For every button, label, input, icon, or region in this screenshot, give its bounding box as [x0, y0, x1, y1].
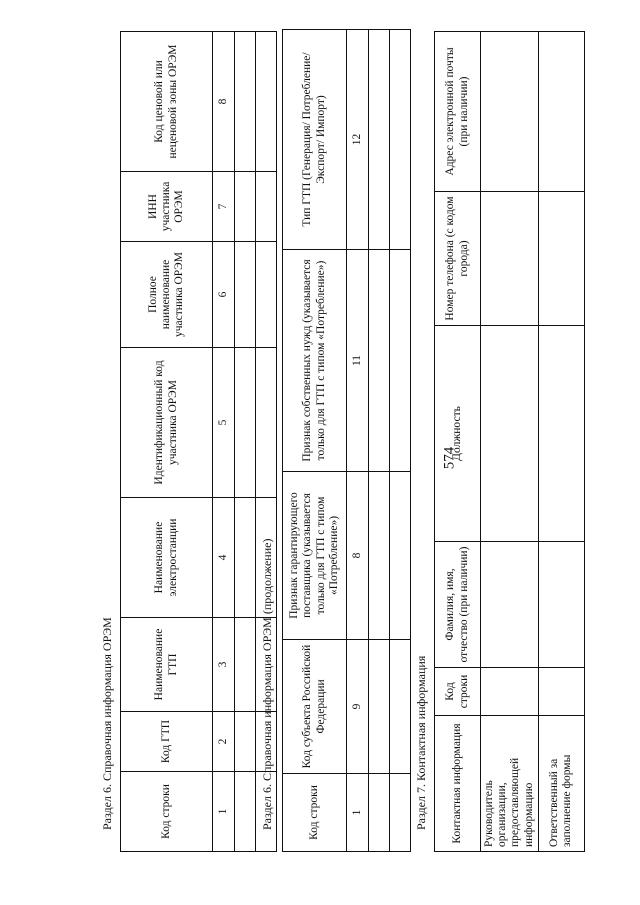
table-cell [390, 250, 411, 472]
table-cell [538, 192, 584, 326]
s7-h-email: Адрес электронной почты (при наличии) [435, 32, 481, 192]
table-cell [235, 172, 256, 242]
table-cell [481, 192, 539, 326]
table-cell [481, 32, 539, 192]
section7-caption: Раздел 7. Контактная информация [414, 655, 428, 830]
s6-num: 3 [213, 618, 235, 712]
table-cell [369, 774, 390, 852]
s6-h-plant-name: Наименование электростанции [121, 498, 213, 618]
section6-caption: Раздел 6. Справочная информация ОРЭМ [100, 617, 114, 830]
s6-num: 5 [213, 348, 235, 498]
table-cell [538, 326, 584, 542]
table-cell [538, 32, 584, 192]
s6-h-inn: ИНН участника ОРЭМ [121, 172, 213, 242]
s6-num: 8 [213, 32, 235, 172]
s6-num: 4 [213, 498, 235, 618]
table-cell [256, 172, 277, 242]
table-cell [369, 640, 390, 774]
section6-cont-empty-row [390, 30, 411, 852]
table-cell [235, 618, 256, 712]
s6c-num: 1 [347, 774, 369, 852]
table-cell [235, 242, 256, 348]
s6-h-row-code: Код строки [121, 772, 213, 852]
section7-row-responsible [538, 32, 584, 852]
s6c-num: 12 [347, 30, 369, 250]
s6-num: 6 [213, 242, 235, 348]
table-cell [481, 542, 539, 668]
section7-header-row [435, 32, 481, 852]
s7-row-label: Руководитель организации, предоставляющей информацию [481, 716, 539, 852]
table-cell [481, 668, 539, 716]
s7-h-contact: Контактная информация [435, 716, 481, 852]
section6-cont-caption: Раздел 6. Справочная информация ОРЭМ (продолжение) [260, 538, 274, 830]
table-cell [256, 348, 277, 498]
table-cell [538, 668, 584, 716]
s7-h-row-code: Код строки [435, 668, 481, 716]
s6-num: 7 [213, 172, 235, 242]
table-cell [481, 326, 539, 542]
s6-num: 2 [213, 712, 235, 772]
table-cell [369, 250, 390, 472]
table-cell [369, 30, 390, 250]
section6-empty-row [235, 32, 256, 852]
s6-num: 1 [213, 772, 235, 852]
section6-number-row [213, 32, 235, 852]
section7-table [434, 31, 585, 852]
table-cell [538, 542, 584, 668]
s6-h-gtp-name: Наименование ГТП [121, 618, 213, 712]
s6c-h-gtp-type: Тип ГТП (Генерация/ Потребление/Экспорт/ Импорт) [283, 30, 347, 250]
table-cell [390, 774, 411, 852]
section6-cont-table [282, 29, 411, 852]
s6c-h-region-code: Код субъекта Российской Федерации [283, 640, 347, 774]
section6-cont-number-row [347, 30, 369, 852]
table-cell [390, 472, 411, 640]
s6-h-gtp-code: Код ГТП [121, 712, 213, 772]
s6-h-zone-code: Код ценовой или неценовой зоны ОРЭМ [121, 32, 213, 172]
table-cell [235, 712, 256, 772]
s7-h-full-name: Фамилия, имя, отчество (при наличии) [435, 542, 481, 668]
section6-cont-empty-row [369, 30, 390, 852]
s7-row-label: Ответственный за заполнение формы [538, 716, 584, 852]
s7-h-phone: Номер телефона (с кодом города) [435, 192, 481, 326]
s6c-num: 8 [347, 472, 369, 640]
table-cell [369, 472, 390, 640]
table-cell [235, 498, 256, 618]
s6c-h-supplier-flag: Признак гарантирующего поставщика (указывается только для ГТП с типом «Потребление») [283, 472, 347, 640]
s6c-num: 11 [347, 250, 369, 472]
table-cell [235, 772, 256, 852]
table-cell [256, 32, 277, 172]
table-cell [390, 640, 411, 774]
section7-row-head [481, 32, 539, 852]
s6c-num: 9 [347, 640, 369, 774]
page-number: 574 [441, 446, 458, 470]
table-cell [256, 242, 277, 348]
s6-h-participant-name: Полное наименование участника ОРЭМ [121, 242, 213, 348]
table-cell [235, 348, 256, 498]
table-cell [390, 30, 411, 250]
s6c-h-own-needs-flag: Признак собственных нужд (указывается только для ГТП с типом «Потребление») [283, 250, 347, 472]
s7-h-position: Должность [435, 326, 481, 542]
s6c-h-row-code: Код строки [283, 774, 347, 852]
section6-table [120, 31, 277, 852]
table-cell [235, 32, 256, 172]
s6-h-participant-id: Идентификационный код участника ОРЭМ [121, 348, 213, 498]
section6-cont-header-row [283, 30, 347, 852]
section6-header-row [121, 32, 213, 852]
